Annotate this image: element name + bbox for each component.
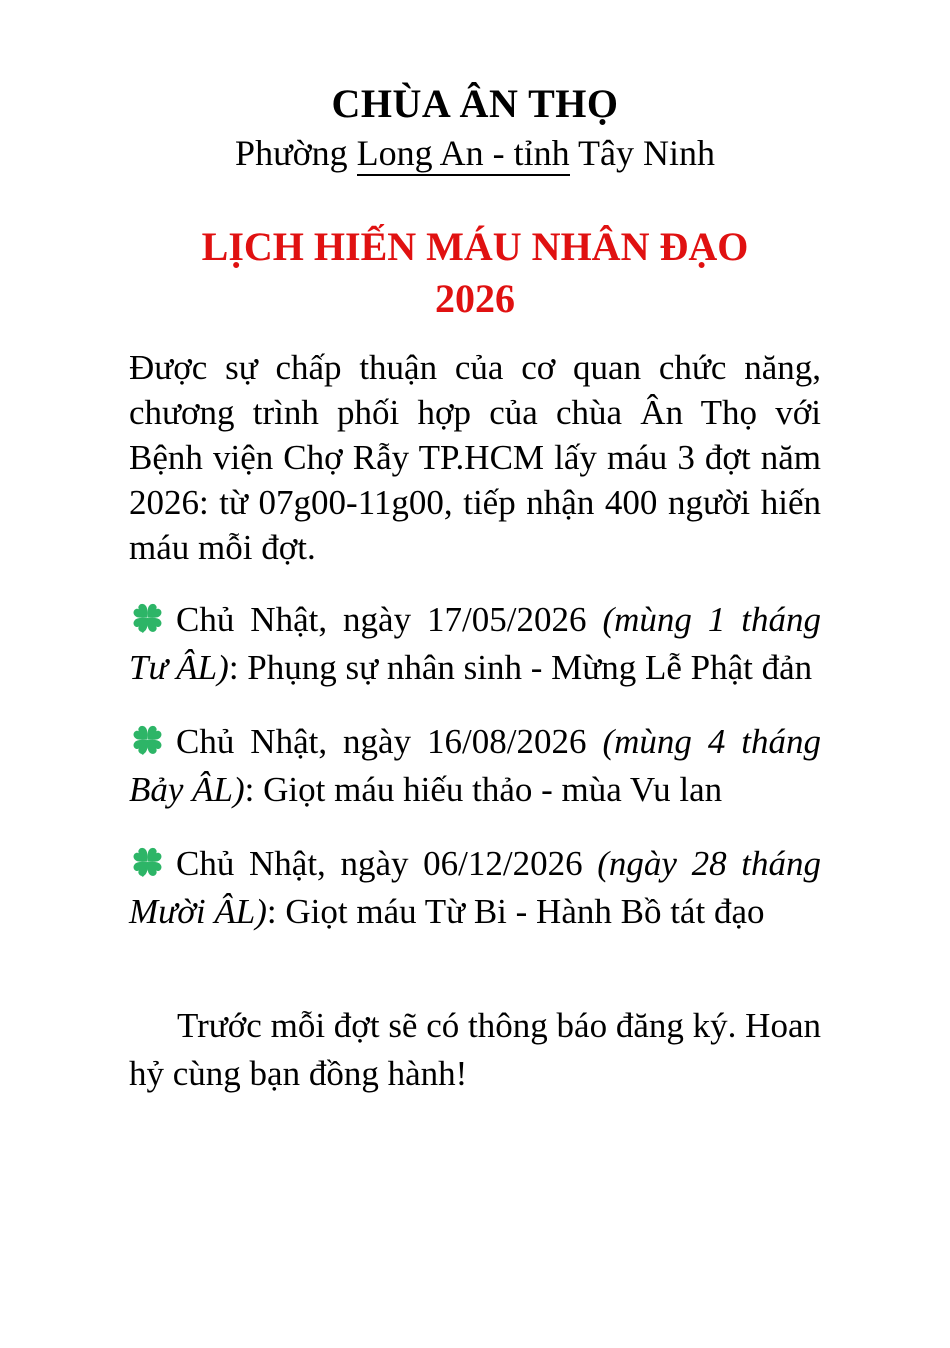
- schedule-theme: : Phụng sự nhân sinh - Mừng Lễ Phật đản: [228, 648, 813, 688]
- schedule-item: [129, 596, 821, 692]
- closing-paragraph: Trước mỗi đợt sẽ có thông báo đăng ký. Hoan hỷ cùng bạn đồng hành!: [129, 1006, 821, 1094]
- address-suffix: Tây Ninh: [569, 133, 715, 173]
- schedule-date: Chủ Nhật, ngày 16/08/2026: [176, 722, 603, 762]
- main-heading-line2: 2026: [435, 276, 515, 322]
- schedule-lunar-date: (mùng 4 tháng Bảy ÂL): [129, 722, 821, 810]
- main-heading: [129, 221, 821, 325]
- main-heading-line1: LỊCH HIẾN MÁU NHÂN ĐẠO: [201, 224, 749, 270]
- four-leaf-clover-icon: [129, 598, 166, 640]
- schedule-item: [129, 718, 821, 814]
- schedule-date: Chủ Nhật, ngày 17/05/2026: [176, 600, 603, 640]
- temple-address: [129, 132, 821, 175]
- schedule-lunar-date: (mùng 1 tháng Tư ÂL): [129, 600, 821, 688]
- schedule-date: Chủ Nhật, ngày 06/12/2026: [176, 844, 598, 884]
- address-prefix: Phường: [235, 133, 357, 173]
- intro-paragraph: Được sự chấp thuận của cơ quan chức năng, chương trình phối hợp của chùa Ân Thọ với Bệnh viện Chợ Rẫy TP.HCM lấy máu 3 đợt năm 2026: từ 07g00-11g00, tiếp nhận 400 người hiến máu mỗi đợt.: [129, 348, 821, 568]
- schedule-theme: : Giọt máu Từ Bi - Hành Bồ tát đạo: [266, 892, 765, 932]
- four-leaf-clover-icon: [129, 720, 166, 762]
- address-underlined: Long An - tỉnh: [357, 133, 570, 176]
- four-leaf-clover-icon: [129, 842, 166, 884]
- schedule-lunar-date: (ngày 28 tháng Mười ÂL): [129, 844, 821, 932]
- schedule-item: [129, 840, 821, 936]
- page-title: CHÙA ÂN THỌ: [331, 81, 619, 126]
- schedule-theme: : Giọt máu hiếu thảo - mùa Vu lan: [244, 770, 723, 810]
